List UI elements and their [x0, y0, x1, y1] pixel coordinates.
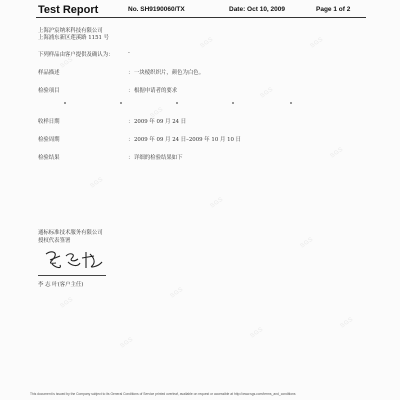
field-value-sample-description: 一块棱织织片，颜色为白色。 — [134, 70, 205, 76]
field-colon: ： — [128, 119, 134, 125]
watermark: SGS — [149, 106, 165, 120]
signature-line — [38, 275, 106, 276]
field-value-received-date: 2009 年 09 月 24 日 — [134, 119, 187, 125]
watermark: SGS — [89, 176, 105, 190]
signing-company: 通标标准技术服务有限公司 — [38, 230, 103, 236]
watermark: SGS — [309, 36, 325, 50]
watermark: SGS — [299, 236, 315, 250]
watermark: SGS — [259, 86, 275, 100]
dot-mark — [232, 102, 234, 104]
watermark: SGS — [199, 36, 215, 50]
field-label-test-period: 检验周期 — [38, 137, 60, 143]
watermark: SGS — [119, 336, 135, 350]
sample-intro-suffix: - — [128, 50, 130, 56]
watermark: SGS — [169, 286, 185, 300]
watermark: SGS — [249, 326, 265, 340]
watermark: SGS — [339, 316, 355, 330]
watermark: SGS — [209, 196, 225, 210]
field-colon: ： — [128, 137, 134, 143]
signatory-name: 李 志 叶(客户主任) — [38, 282, 84, 288]
page-indicator: Page 1 of 2 — [316, 6, 351, 13]
report-number: No. SH9190060/TX — [128, 6, 185, 13]
field-colon: ： — [128, 155, 134, 161]
field-label-received-date: 收样日期 — [38, 119, 60, 125]
signing-role: 授权代表签署 — [38, 238, 71, 244]
report-date: Date: Oct 10, 2009 — [229, 6, 286, 13]
report-title: Test Report — [38, 4, 99, 16]
watermark: SGS — [59, 56, 75, 70]
field-label-sample-description: 样品描述 — [38, 70, 60, 76]
sample-intro: 下列样品由客户提供及确认为： — [38, 52, 114, 58]
watermark: SGS — [59, 296, 75, 310]
header-divider — [36, 17, 366, 18]
dot-mark — [64, 102, 66, 104]
field-value-test-result: 详细的检验结果如下 — [134, 155, 183, 161]
client-address: 上海浦东新区莲溪路 1151 号 — [38, 35, 110, 41]
footer-terms: This document is issued by the Company subject to its General Conditions of Service printed overleaf, available on request or accessible at http://www.sgs.com/terms_and_conditions — [30, 392, 296, 396]
field-label-test-items: 检验项目 — [38, 88, 60, 94]
field-colon: ： — [128, 88, 134, 94]
watermark: SGS — [329, 146, 345, 160]
dot-mark — [176, 102, 178, 104]
dot-mark — [120, 102, 122, 104]
dot-mark — [290, 102, 292, 104]
client-company-name: 上海沪宸纳米科技有限公司 — [38, 28, 103, 34]
field-label-test-result: 检验结果 — [38, 155, 60, 161]
field-value-test-period: 2009 年 09 月 24 日–2009 年 10 月 10 日 — [134, 137, 242, 143]
field-value-test-items: 根据申请者的要求 — [134, 88, 178, 94]
handwritten-signature — [42, 246, 108, 272]
field-colon: ： — [128, 70, 134, 76]
